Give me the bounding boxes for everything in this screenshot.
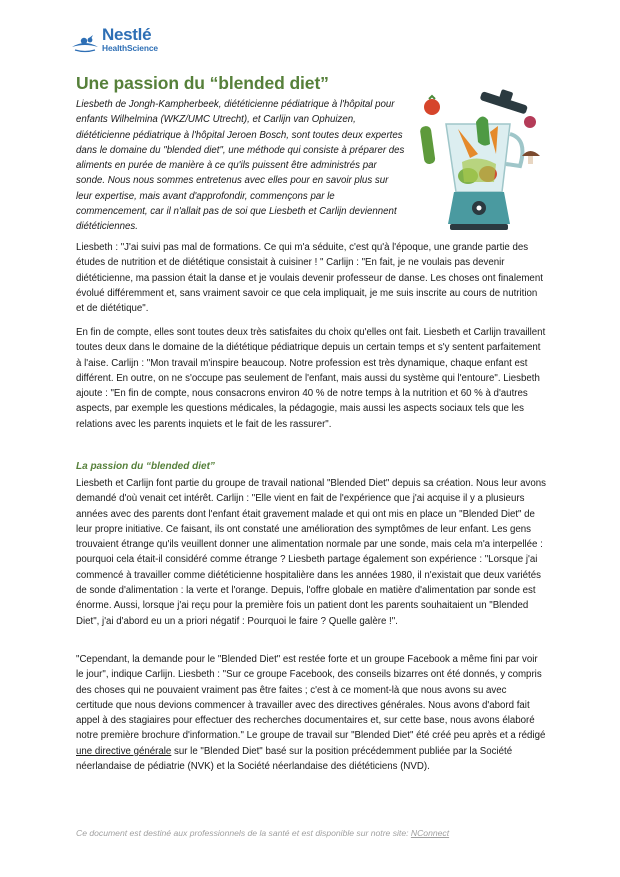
paragraph-1: Liesbeth : "J'ai suivi pas mal de formations. Ce qui m'a séduite, c'est qu'à l'époque, une grande partie des études de nutrition et de diététique consistait à cuisiner ! " Carlijn : "En fait, je ne voulais pas devenir diététicienne, ma passion était la danse et je voulais devenir professeur de danse. Les choses ont finalement évolué différemment et, sans vraiment savoir ce que cela impliquait, je me suis inscrite au cours de nutrition et de diététique". bbox=[76, 242, 543, 315]
page-title: Une passion du “blended diet” bbox=[76, 73, 329, 93]
paragraph-4-text-start: "Cependant, la demande pour le "Blended Diet" est restée forte et un groupe Facebook a même fini par voir le jour", indique Carlijn. Liesbeth : "Sur ce groupe Facebook, des conseils bizarres ont été donnés, y compris des choses qui ne pouvaient vraiment pas être faites ; c'est à ce moment-là que nous avons su avec certitude que nous devions commencer à travailler avec des directives générales. Nous avons d'abord fait appel à des stagiaires pour effectuer des recherches documentaires et, sur cette base, nous avons élaboré notre première brochure d'information." Le groupe de travail sur "Blended Diet" été créé peu après et a rédigé bbox=[76, 654, 546, 742]
onion-icon bbox=[524, 116, 536, 128]
logo-subtitle: HealthScience bbox=[102, 43, 158, 53]
footer-text: Ce document est destiné aux professionnels de la santé et est disponible sur notre site: bbox=[76, 828, 411, 838]
intro-paragraph: Liesbeth de Jongh-Kampherbeek, diététicienne pédiatrique à l'hôpital pour enfants Wilhelmina (WKZ/UMC Utrecht), et Carlijn van Ophuizen, diététicienne pédiatrique à l'hôpital Jeroen Bosch, sont toutes deux expertes dans le domaine du "blended diet", une méthode qui consiste à préparer des aliments en purée de manière à ce qu'ils puissent être administrés par sonde. Nous nous sommes entretenus avec elles pour en savoir plus sur leur expertise, mais avant d'approfondir, commençons par le commencement, car il n'allait pas de soi que Liesbeth et Carlijn deviennent diététiciennes. bbox=[76, 99, 405, 233]
leaf-icon bbox=[476, 116, 490, 145]
tomato-icon bbox=[424, 99, 440, 115]
footer-link[interactable]: NConnect bbox=[410, 828, 450, 838]
paragraph-3: Liesbeth et Carlijn font partie du groupe de travail national "Blended Diet" depuis sa création. Nous leur avons demandé d'où venait cet intérêt. Carlijn : "Elle vient en fait de l'expérience que j'ai acquise il y a plusieurs années avec des parents dont l'enfant était gravement malade et qui ont mis en place un "Blended Diet" de leur propre initiative. Ce faisant, ils ont constaté une amélioration des symptômes de leur enfant. Les gens trouvaient étrange qu'ils veuillent donner une alimentation normale par une sonde, mais cela m'a interpellée : pourquoi cela était-il considéré comme étrange ? Liesbeth partage également son expérience : "Lorsque j'ai commencé à travailler comme diététicienne hospitalière dans les années 1980, il n'existait que deux variétés de sonde d'alimentation : la verte et l'orange. Depuis, l'offre globale en matière d'alimentation par sonde est énorme. Aussi, lorsque j'ai reçu pour la première fois un patient dont les parents souhaitaient un "Blended Diet", j'ai d'abord eu un a priori négatif : Pourquoi le faire ? Quelle galère !". bbox=[76, 478, 547, 627]
blender-illustration bbox=[418, 84, 558, 234]
cucumber-icon bbox=[420, 125, 436, 164]
paragraph-4-text-end: sur le "Blended Diet" basé sur la position précédemment publiée par la Société néerlandaise de pédiatrie (NVK) et la Société néerlandaise des diététiciens (NVD). bbox=[76, 745, 513, 773]
paragraph-2: En fin de compte, elles sont toutes deux très satisfaites du choix qu'elles ont fait. Liesbeth et Carlijn travaillent toutes deux dans le domaine de la diététique pédiatrique depuis un certain temps et s'y sentent parfaitement à l'aise. Carlijn : "Mon travail m'inspire beaucoup. Notre profession est très dynamique, chaque enfant est différent. En outre, on ne s'occupe pas seulement de l'enfant, mais aussi du système qui l'entoure". Liesbeth ajoute : "En fin de compte, nous consacrons environ 40 % de notre temps à la nutrition et 60 % à d'autres aspects, par exemple les questions médicales, la pédagogie, mais aussi les aspects sociaux tels que les relations avec les parents inquiets et le fait de les rassurer". bbox=[76, 327, 546, 430]
logo-brand: Nestlé bbox=[102, 25, 152, 44]
paragraph-4 bbox=[76, 652, 546, 774]
mushroom-icon bbox=[522, 151, 540, 156]
footer-note bbox=[76, 828, 546, 838]
nestle-logo bbox=[70, 27, 170, 57]
section-heading: La passion du “blended diet” bbox=[76, 461, 215, 472]
directive-link[interactable]: une directive générale bbox=[76, 745, 172, 757]
blender-lid-icon bbox=[480, 84, 531, 114]
nest-birds-icon bbox=[70, 31, 100, 53]
